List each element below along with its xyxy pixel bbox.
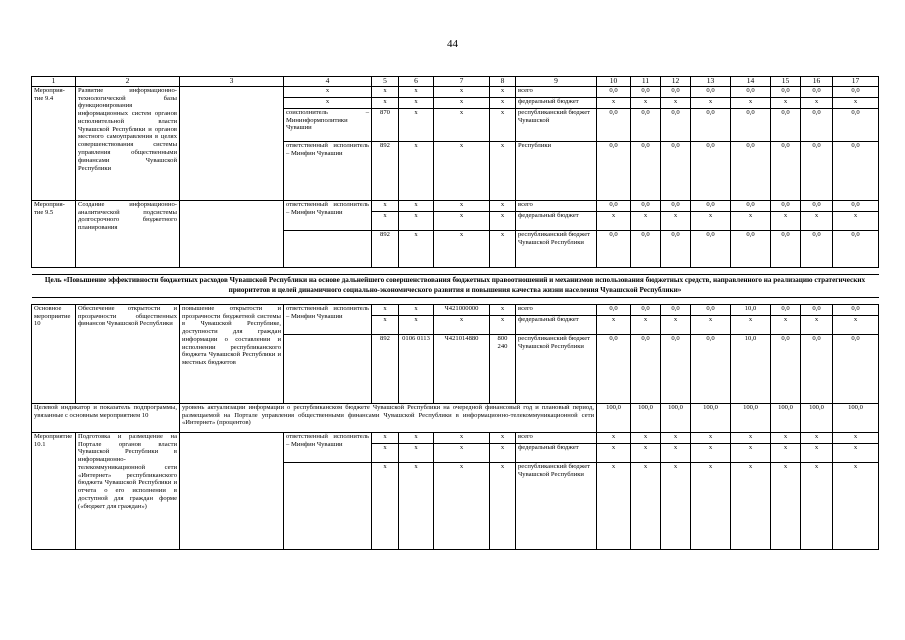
spacer [32,267,879,274]
value-cell: 0,0 [731,141,771,200]
table-cell: х [490,462,516,549]
column-number: 7 [434,77,490,87]
value-cell: 0,0 [661,108,691,141]
value-cell: 0,0 [597,141,631,200]
column-number: 10 [597,77,631,87]
column-number: 15 [771,77,801,87]
responsible-cell: соисполнитель – Мининформполитики Чувашии [284,108,372,141]
value-cell: 0,0 [833,334,879,403]
value-cell: 0,0 [691,304,731,315]
table-cell: х [490,315,516,334]
value-cell: 0,0 [631,108,661,141]
table-cell: х [434,86,490,97]
table-cell: х [490,86,516,97]
column-number: 9 [516,77,597,87]
source-cell: республиканский бюджет Чувашской Республики [516,230,597,267]
value-cell: х [801,211,833,230]
value-cell: 100,0 [801,403,833,432]
table-cell: х [434,200,490,211]
value-cell: 0,0 [833,200,879,211]
value-cell: х [661,315,691,334]
value-cell: х [597,211,631,230]
value-cell: х [771,432,801,443]
value-cell: х [801,443,833,462]
table-cell: х [372,200,399,211]
value-cell: 10,0 [731,334,771,403]
table-cell: х [434,443,490,462]
page-number: 44 [447,38,458,50]
table-cell: 892 [372,334,399,403]
value-cell: х [597,315,631,334]
value-cell: х [691,462,731,549]
goal-cell [180,200,284,267]
value-cell: 0,0 [833,108,879,141]
responsible-cell [284,334,372,403]
value-cell: х [691,443,731,462]
value-cell: х [631,97,661,108]
value-cell: 0,0 [661,141,691,200]
table-cell: х [490,108,516,141]
column-number: 17 [833,77,879,87]
value-cell: 0,0 [661,230,691,267]
header-row [32,77,879,87]
value-cell: 0,0 [631,141,661,200]
value-cell: 0,0 [801,230,833,267]
table-cell: х [399,443,434,462]
activity-name: Обеспечение открытости и прозрачности общественных финансов Чувашской Республики [76,304,180,403]
table-cell: х [372,315,399,334]
table-cell: х [434,315,490,334]
value-cell: х [661,211,691,230]
table-cell: х [372,432,399,443]
value-cell: 0,0 [801,304,833,315]
value-cell: 0,0 [691,334,731,403]
table-cell: х [434,108,490,141]
table-cell: х [434,462,490,549]
column-number: 8 [490,77,516,87]
value-cell: 0,0 [771,86,801,97]
table-cell: х [434,141,490,200]
source-cell: республиканский бюджет Чувашской [516,108,597,141]
indicator-text: уровень актуализации информации о республиканском бюджете Чувашской Республики на очередной финансовый год и плановый период, размещаемой на Портале управления общественными финансами Чувашской Республики в информационно-телекоммуникационной сети «Интернет» (процентов) [180,403,597,432]
activity-code: Мероприятие 10.1 [32,432,76,549]
table-cell: х [372,304,399,315]
table-cell: х [372,462,399,549]
value-cell: х [597,97,631,108]
value-cell: х [691,211,731,230]
responsible-cell: ответственный исполнитель – Минфин Чувашии [284,304,372,334]
value-cell: х [597,432,631,443]
value-cell: х [731,211,771,230]
value-cell: 10,0 [731,304,771,315]
value-cell: 0,0 [801,141,833,200]
table-cell: х [490,200,516,211]
value-cell: х [833,97,879,108]
value-cell: х [801,462,833,549]
value-cell: 0,0 [631,230,661,267]
value-cell: 0,0 [833,86,879,97]
responsible-cell: ответственный исполнитель – Минфин Чувашии [284,200,372,230]
table-cell: х [372,443,399,462]
value-cell: х [631,443,661,462]
source-cell: республиканский бюджет Чувашской Республики [516,334,597,403]
value-cell: х [661,462,691,549]
value-cell: 0,0 [661,304,691,315]
budget-table [31,76,879,550]
value-cell: 0,0 [771,230,801,267]
value-cell: 0,0 [661,86,691,97]
goal-heading: Цель «Повышение эффективности бюджетных расходов Чувашской Республики на основе дальнейшего совершенствования бюджетных правоотношений и механизмов использования бюджетных средств, направленного на реализацию стратегических приоритетов и целей динамичного социально-экономического развития и повышения качества жизни населения Чувашской Республики» [32,274,879,297]
value-cell: 0,0 [771,141,801,200]
value-cell: х [833,432,879,443]
value-cell: х [731,462,771,549]
value-cell: х [771,315,801,334]
table-cell: х [490,304,516,315]
column-number: 4 [284,77,372,87]
value-cell: х [731,97,771,108]
value-cell: 0,0 [597,108,631,141]
value-cell: х [833,315,879,334]
source-cell: республиканский бюджет Чувашской Республики [516,462,597,549]
table-cell: х [372,97,399,108]
value-cell: х [771,97,801,108]
value-cell: 100,0 [771,403,801,432]
value-cell: 0,0 [631,334,661,403]
spacer-row [32,297,879,304]
value-cell: 0,0 [833,141,879,200]
table-cell: х [490,443,516,462]
value-cell: 0,0 [691,86,731,97]
goal-cell [180,432,284,549]
column-number: 13 [691,77,731,87]
activity-code: Основное мероприятие 10 [32,304,76,403]
value-cell: 0,0 [597,86,631,97]
value-cell: 0,0 [801,200,833,211]
value-cell: 0,0 [801,334,833,403]
table-row [32,432,879,443]
value-cell: х [631,211,661,230]
column-number: 12 [661,77,691,87]
table-cell: х [490,230,516,267]
table-cell: Ч421014880 [434,334,490,403]
value-cell: 0,0 [631,200,661,211]
value-cell: 100,0 [833,403,879,432]
indicator-row [32,403,879,432]
value-cell: 0,0 [597,230,631,267]
table-cell: 892 [372,230,399,267]
table-cell: х [399,211,434,230]
value-cell: х [833,462,879,549]
value-cell: 0,0 [631,86,661,97]
value-cell: 0,0 [597,304,631,315]
value-cell: 0,0 [731,108,771,141]
value-cell: 0,0 [691,200,731,211]
table-cell: 870 [372,108,399,141]
value-cell: х [771,211,801,230]
source-cell: федеральный бюджет [516,97,597,108]
responsible-cell [284,462,372,549]
column-number: 5 [372,77,399,87]
value-cell: 0,0 [661,334,691,403]
spacer-row [32,267,879,274]
source-cell: всего [516,200,597,211]
value-cell: 0,0 [771,304,801,315]
value-cell: 0,0 [731,86,771,97]
value-cell: 0,0 [631,304,661,315]
table-cell: х [372,86,399,97]
table-cell: х [372,211,399,230]
goal-row [32,274,879,297]
table-cell: х [399,97,434,108]
value-cell: х [833,443,879,462]
column-number: 11 [631,77,661,87]
value-cell: х [691,432,731,443]
responsible-cell [284,230,372,267]
table-cell: х [399,200,434,211]
value-cell: х [833,211,879,230]
table-cell: х [490,432,516,443]
value-cell: 0,0 [771,200,801,211]
responsible-cell: ответственный исполнитель – Минфин Чувашии [284,432,372,462]
table-cell: 800 240 [490,334,516,403]
value-cell: 100,0 [691,403,731,432]
table-row [32,86,879,97]
value-cell: 0,0 [691,108,731,141]
goal-cell [180,86,284,200]
value-cell: 0,0 [661,200,691,211]
value-cell: х [631,462,661,549]
value-cell: 0,0 [597,200,631,211]
responsible-cell: х [284,86,372,97]
value-cell: х [691,97,731,108]
source-cell: всего [516,86,597,97]
goal-cell: повышение открытости и прозрачности бюджетной системы в Чувашской Республике, доступности для граждан информации о составлении и исполнении республиканского бюджета Чувашской Республики и местных бюджетов [180,304,284,403]
value-cell: 0,0 [731,230,771,267]
table-cell: 0106 0113 [399,334,434,403]
value-cell: х [731,443,771,462]
value-cell: х [771,443,801,462]
table-cell: х [490,97,516,108]
activity-name: Создание информационно-аналитической подсистемы долгосрочного бюджетного планирования [76,200,180,267]
source-cell: Республики [516,141,597,200]
value-cell: 100,0 [631,403,661,432]
value-cell: х [801,315,833,334]
table-cell: х [490,141,516,200]
source-cell: федеральный бюджет [516,315,597,334]
table-cell: 892 [372,141,399,200]
value-cell: х [731,432,771,443]
value-cell: х [597,462,631,549]
table-row [32,304,879,315]
value-cell: 0,0 [801,108,833,141]
value-cell: 100,0 [731,403,771,432]
value-cell: 0,0 [731,200,771,211]
value-cell: х [597,443,631,462]
column-number: 16 [801,77,833,87]
value-cell: х [801,432,833,443]
table-cell: х [434,97,490,108]
column-number: 14 [731,77,771,87]
value-cell: 0,0 [771,334,801,403]
column-number: 2 [76,77,180,87]
responsible-cell: ответственный исполнитель – Минфин Чувашии [284,141,372,200]
value-cell: 0,0 [691,230,731,267]
table-cell: х [399,304,434,315]
value-cell: 0,0 [691,141,731,200]
value-cell: х [661,432,691,443]
value-cell: х [771,462,801,549]
table-cell: х [434,432,490,443]
value-cell: х [801,97,833,108]
table-cell: х [399,86,434,97]
value-cell: 100,0 [661,403,691,432]
value-cell: 0,0 [597,334,631,403]
table-cell: х [399,462,434,549]
value-cell: х [631,432,661,443]
value-cell: 0,0 [801,86,833,97]
source-cell: всего [516,432,597,443]
value-cell: х [661,97,691,108]
table-cell: х [399,432,434,443]
value-cell: 100,0 [597,403,631,432]
table-cell: х [399,108,434,141]
value-cell: 0,0 [771,108,801,141]
activity-code: Мероприя-тие 9.5 [32,200,76,267]
table-cell: х [399,315,434,334]
indicator-label: Целевой индикатор и показатель подпрограммы, увязанные с основным мероприятием 10 [32,403,180,432]
value-cell: х [631,315,661,334]
table-cell: Ч421000000 [434,304,490,315]
responsible-cell: х [284,97,372,108]
column-number: 3 [180,77,284,87]
table-cell: х [490,211,516,230]
table-row [32,200,879,211]
table-cell: х [399,141,434,200]
activity-name: Подготовка и размещение на Портале органов власти Чувашской Республики в информационно-телекоммуникационной сети «Интернет» республиканского бюджета Чувашской Республики и отчета о его исполнении в доступной для граждан форме («бюджет для граждан») [76,432,180,549]
activity-code: Мероприя-тие 9.4 [32,86,76,200]
column-number: 1 [32,77,76,87]
value-cell: х [731,315,771,334]
table-cell: х [434,211,490,230]
activity-name: Развитие информационно-технологической базы функционирования информационных систем органов исполнительной власти Чувашской Республики и органов местного самоуправления в целях совершенствования системы управления общественными финансами Чувашской Республики [76,86,180,200]
source-cell: федеральный бюджет [516,443,597,462]
table-cell: х [434,230,490,267]
value-cell: х [661,443,691,462]
column-number: 6 [399,77,434,87]
source-cell: всего [516,304,597,315]
value-cell: х [691,315,731,334]
table-cell: х [399,230,434,267]
spacer [32,297,879,304]
source-cell: федеральный бюджет [516,211,597,230]
value-cell: 0,0 [833,304,879,315]
value-cell: 0,0 [833,230,879,267]
